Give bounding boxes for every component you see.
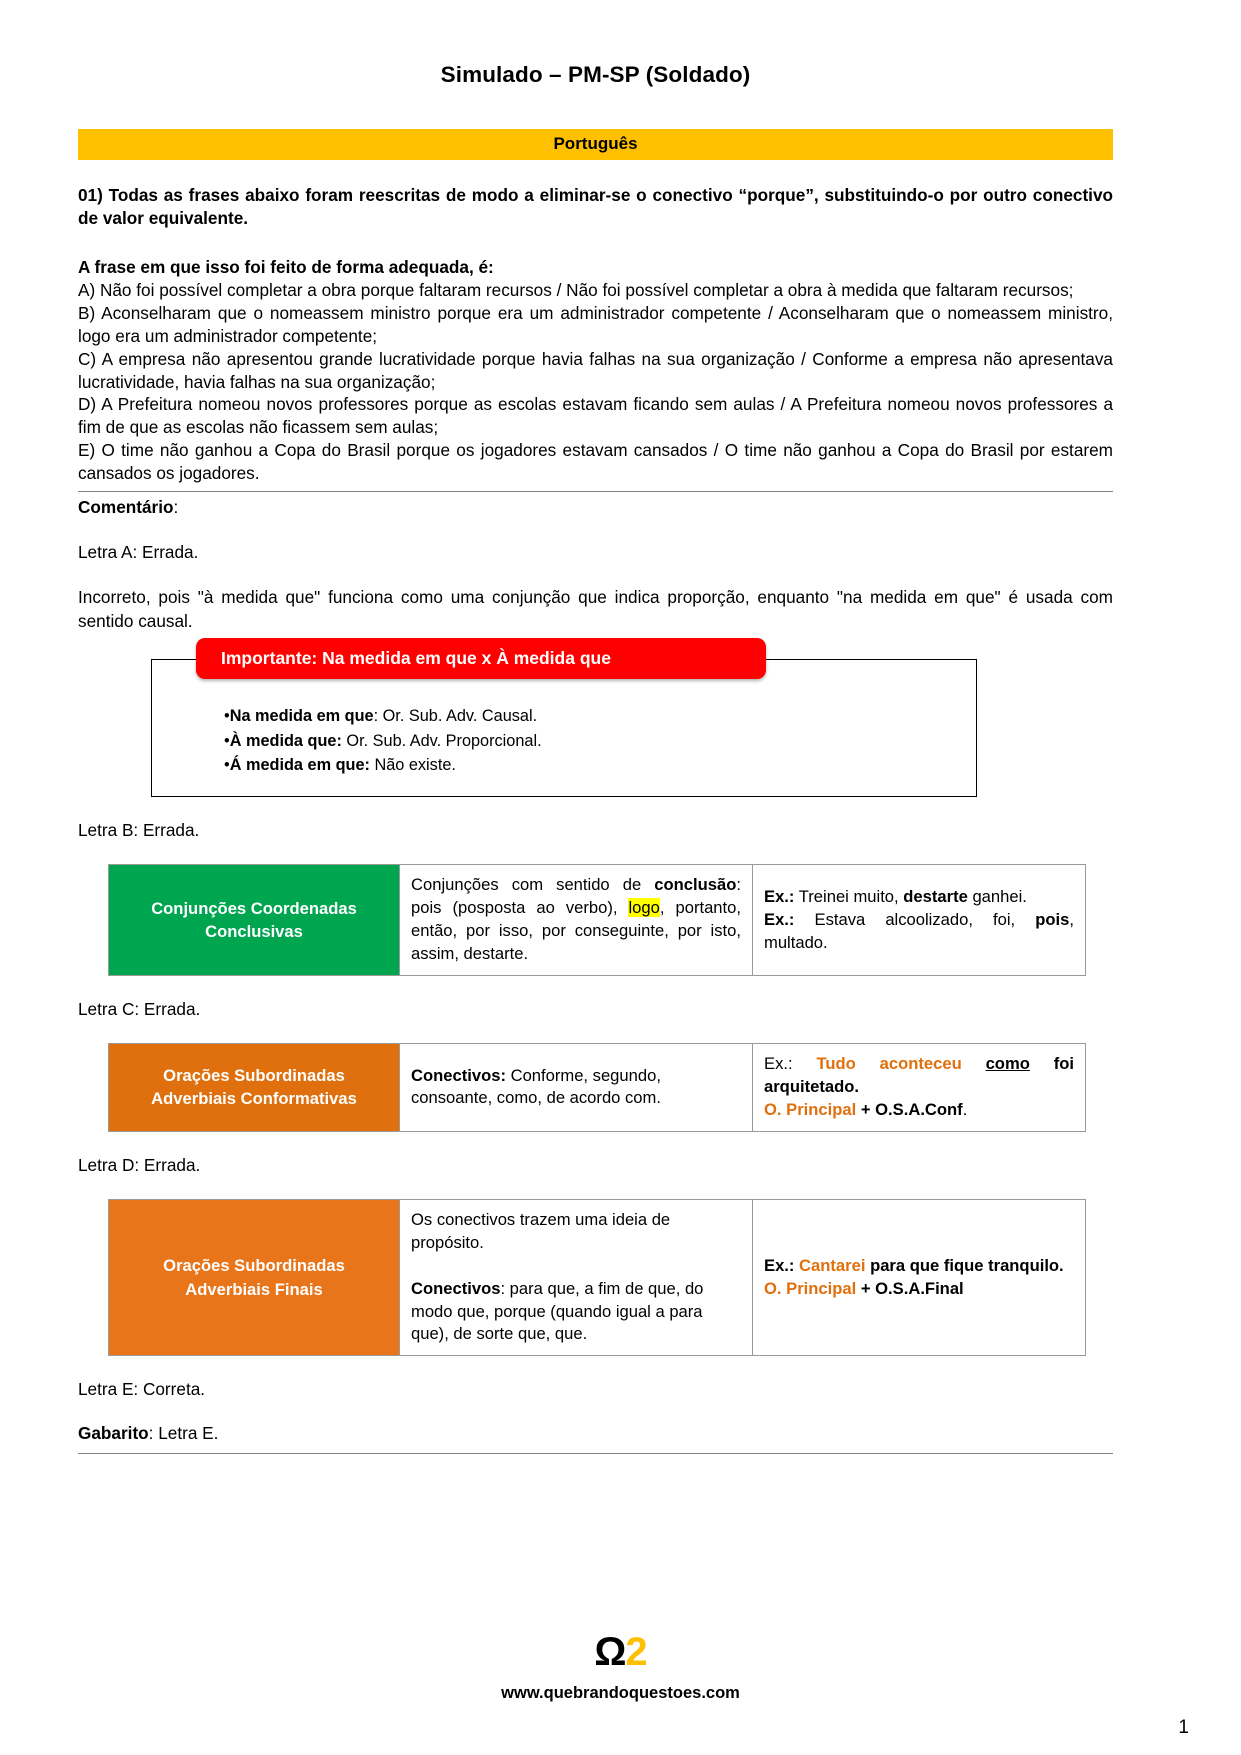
alternative-e: E) O time não ganhou a Copa do Brasil porque os jogadores estavam cansados / O time não ganhou a Copa do Brasil por estarem cansados os jogadores. [78, 440, 1113, 484]
bullet-glyph: • [224, 756, 230, 775]
gabarito-line [78, 1422, 1113, 1445]
letter-a-explanation: Incorreto, pois "à medida que" funciona como uma conjunção que indica proporção, enquanto "na medida em que" é usada com sentido causal. [78, 587, 1113, 631]
example-label: Ex.: [764, 1054, 817, 1074]
bullet-glyph: • [224, 731, 230, 750]
callout-term: Na medida em que [229, 706, 374, 725]
formula-accent: O. Principal [764, 1278, 857, 1298]
desc-part: : pois (posposta ao verbo), [411, 875, 741, 918]
table-row [109, 1199, 1086, 1355]
alternative-b: B) Aconselharam que o nomeassem ministro porque era um administrador competente / Aconselharam que o nomeassem ministro, logo era um administrador competente; [78, 302, 1113, 346]
footer-url: www.quebrandoquestoes.com [501, 1684, 740, 1702]
callout-item [224, 753, 976, 778]
desc-part: , portanto, então, por isso, por conseguinte, por isto, assim, destarte. [411, 898, 741, 963]
example-tail: foi arquitetado. [764, 1054, 1074, 1096]
question-lead: A frase em que isso foi feito de forma adequada, é: [78, 257, 494, 278]
table-header-cell: Conjunções Coordenadas Conclusivas [109, 865, 400, 976]
alternative-c: C) A empresa não apresentou grande lucratividade porque havia falhas na sua organização / Conforme a empresa não apresentava lucratividade, havia falhas na sua organização; [78, 348, 1113, 392]
comment-divider [78, 491, 1113, 492]
example-accent: Tudo aconteceu [816, 1054, 986, 1074]
page-footer [0, 1632, 1241, 1703]
example-underline: como [985, 1054, 1030, 1074]
subject-banner: Português [78, 129, 1113, 160]
callout-outline-box [151, 659, 977, 797]
table-oracoes-finais [108, 1199, 1086, 1356]
formula-plus: + [856, 1278, 876, 1298]
logo-two: 2 [625, 1630, 647, 1674]
desc-text: Conforme, segundo, consoante, como, de acordo com. [411, 1065, 661, 1108]
desc-highlight: logo [628, 898, 660, 918]
example-label: Ex.: [764, 886, 795, 906]
table-description-cell [400, 1199, 753, 1355]
omega-icon: Ω [594, 1630, 626, 1674]
callout-definition: Or. Sub. Adv. Proporcional. [346, 731, 542, 750]
letter-b-verdict: Letra B: Errada. [78, 820, 200, 841]
callout-separator: : [373, 706, 383, 725]
commentary-label-rest: : [173, 496, 179, 517]
letter-c-verdict: Letra C: Errada. [78, 998, 201, 1019]
formula-accent: O. Principal [764, 1099, 857, 1119]
callout-term: À medida que: [229, 731, 342, 750]
letter-e-verdict: Letra E: Correta. [78, 1379, 206, 1400]
page-title: Simulado – PM-SP (Soldado) [440, 62, 751, 87]
example-tail: para que fique tranquilo. [865, 1255, 1064, 1275]
letter-a-verdict: Letra A: Errada. [78, 542, 199, 563]
example-text: Estava alcoolizado, foi, [794, 909, 1036, 929]
table-row [109, 1044, 1086, 1132]
table-header-cell: Orações Subordinadas Adverbiais Finais [109, 1199, 400, 1355]
gabarito-label: Gabarito [78, 1422, 149, 1443]
page-number: 1 [1178, 1717, 1189, 1738]
callout-term: Á medida em que: [229, 756, 370, 775]
formula-plus: + [856, 1099, 876, 1119]
callout-item [224, 729, 976, 754]
table-conjuncoes-conclusivas [108, 864, 1086, 976]
desc-line: Os conectivos trazem uma ideia de propósito. [411, 1209, 671, 1252]
callout-definition: Não existe. [374, 756, 456, 775]
table-example-cell [753, 865, 1086, 976]
example-label: Ex.: [764, 909, 795, 929]
example-bold: destarte [903, 886, 968, 906]
example-accent: Cantarei [799, 1255, 866, 1275]
desc-part: Conjunções com sentido de [411, 875, 655, 895]
table-header-cell: Orações Subordinadas Adverbiais Conformativas [109, 1044, 400, 1132]
question-stem: 01) Todas as frases abaixo foram reescritas de modo a eliminar-se o conectivo “porque”, substituindo-o por outro conectivo de valor equivalente. [78, 185, 1113, 229]
page-content [78, 0, 1113, 1454]
table-row [109, 865, 1086, 976]
desc-text: : para que, a fim de que, do modo que, porque (quando igual a para que), de sorte que, que. [411, 1278, 704, 1344]
bottom-divider [78, 1453, 1113, 1454]
callout-bullet-list [152, 704, 976, 778]
desc-bold: Conectivos: [411, 1065, 506, 1085]
alternative-a: A) Não foi possível completar a obra porque faltaram recursos / Não foi possível completar a obra à medida que faltaram recursos; [78, 280, 1074, 301]
table-example-cell [753, 1199, 1086, 1355]
example-tail: ganhei. [967, 886, 1027, 906]
callout-item [224, 704, 976, 729]
commentary-label-bold: Comentário [78, 496, 174, 517]
callout-banner: Importante: Na medida em que x À medida que [196, 638, 766, 679]
callout-definition: Or. Sub. Adv. Causal. [382, 706, 538, 725]
table-description-cell [400, 865, 753, 976]
formula-bold: O.S.A.Conf [875, 1099, 963, 1119]
desc-bold: Conectivos [411, 1278, 501, 1298]
commentary-label [78, 496, 1113, 519]
brand-logo [0, 1632, 1241, 1672]
letter-d-verdict: Letra D: Errada. [78, 1154, 201, 1175]
formula-tail: . [962, 1099, 968, 1119]
table-description-cell [400, 1044, 753, 1132]
table-example-cell [753, 1044, 1086, 1132]
example-label: Ex.: [764, 1255, 800, 1275]
gabarito-answer: : Letra E. [148, 1422, 219, 1443]
formula-bold: O.S.A.Final [875, 1278, 964, 1298]
example-bold: pois [1035, 909, 1070, 929]
example-tail: , multado. [764, 909, 1074, 952]
table-oracoes-conformativas [108, 1043, 1086, 1132]
important-callout [151, 647, 977, 797]
bullet-glyph: • [224, 706, 230, 725]
desc-bold: conclusão [654, 875, 737, 895]
example-text: Treinei muito, [794, 886, 904, 906]
alternative-d: D) A Prefeitura nomeou novos professores porque as escolas estavam ficando sem aulas / A Prefeitura nomeou novos professores a fim de que as escolas não ficassem sem aulas; [78, 394, 1113, 438]
